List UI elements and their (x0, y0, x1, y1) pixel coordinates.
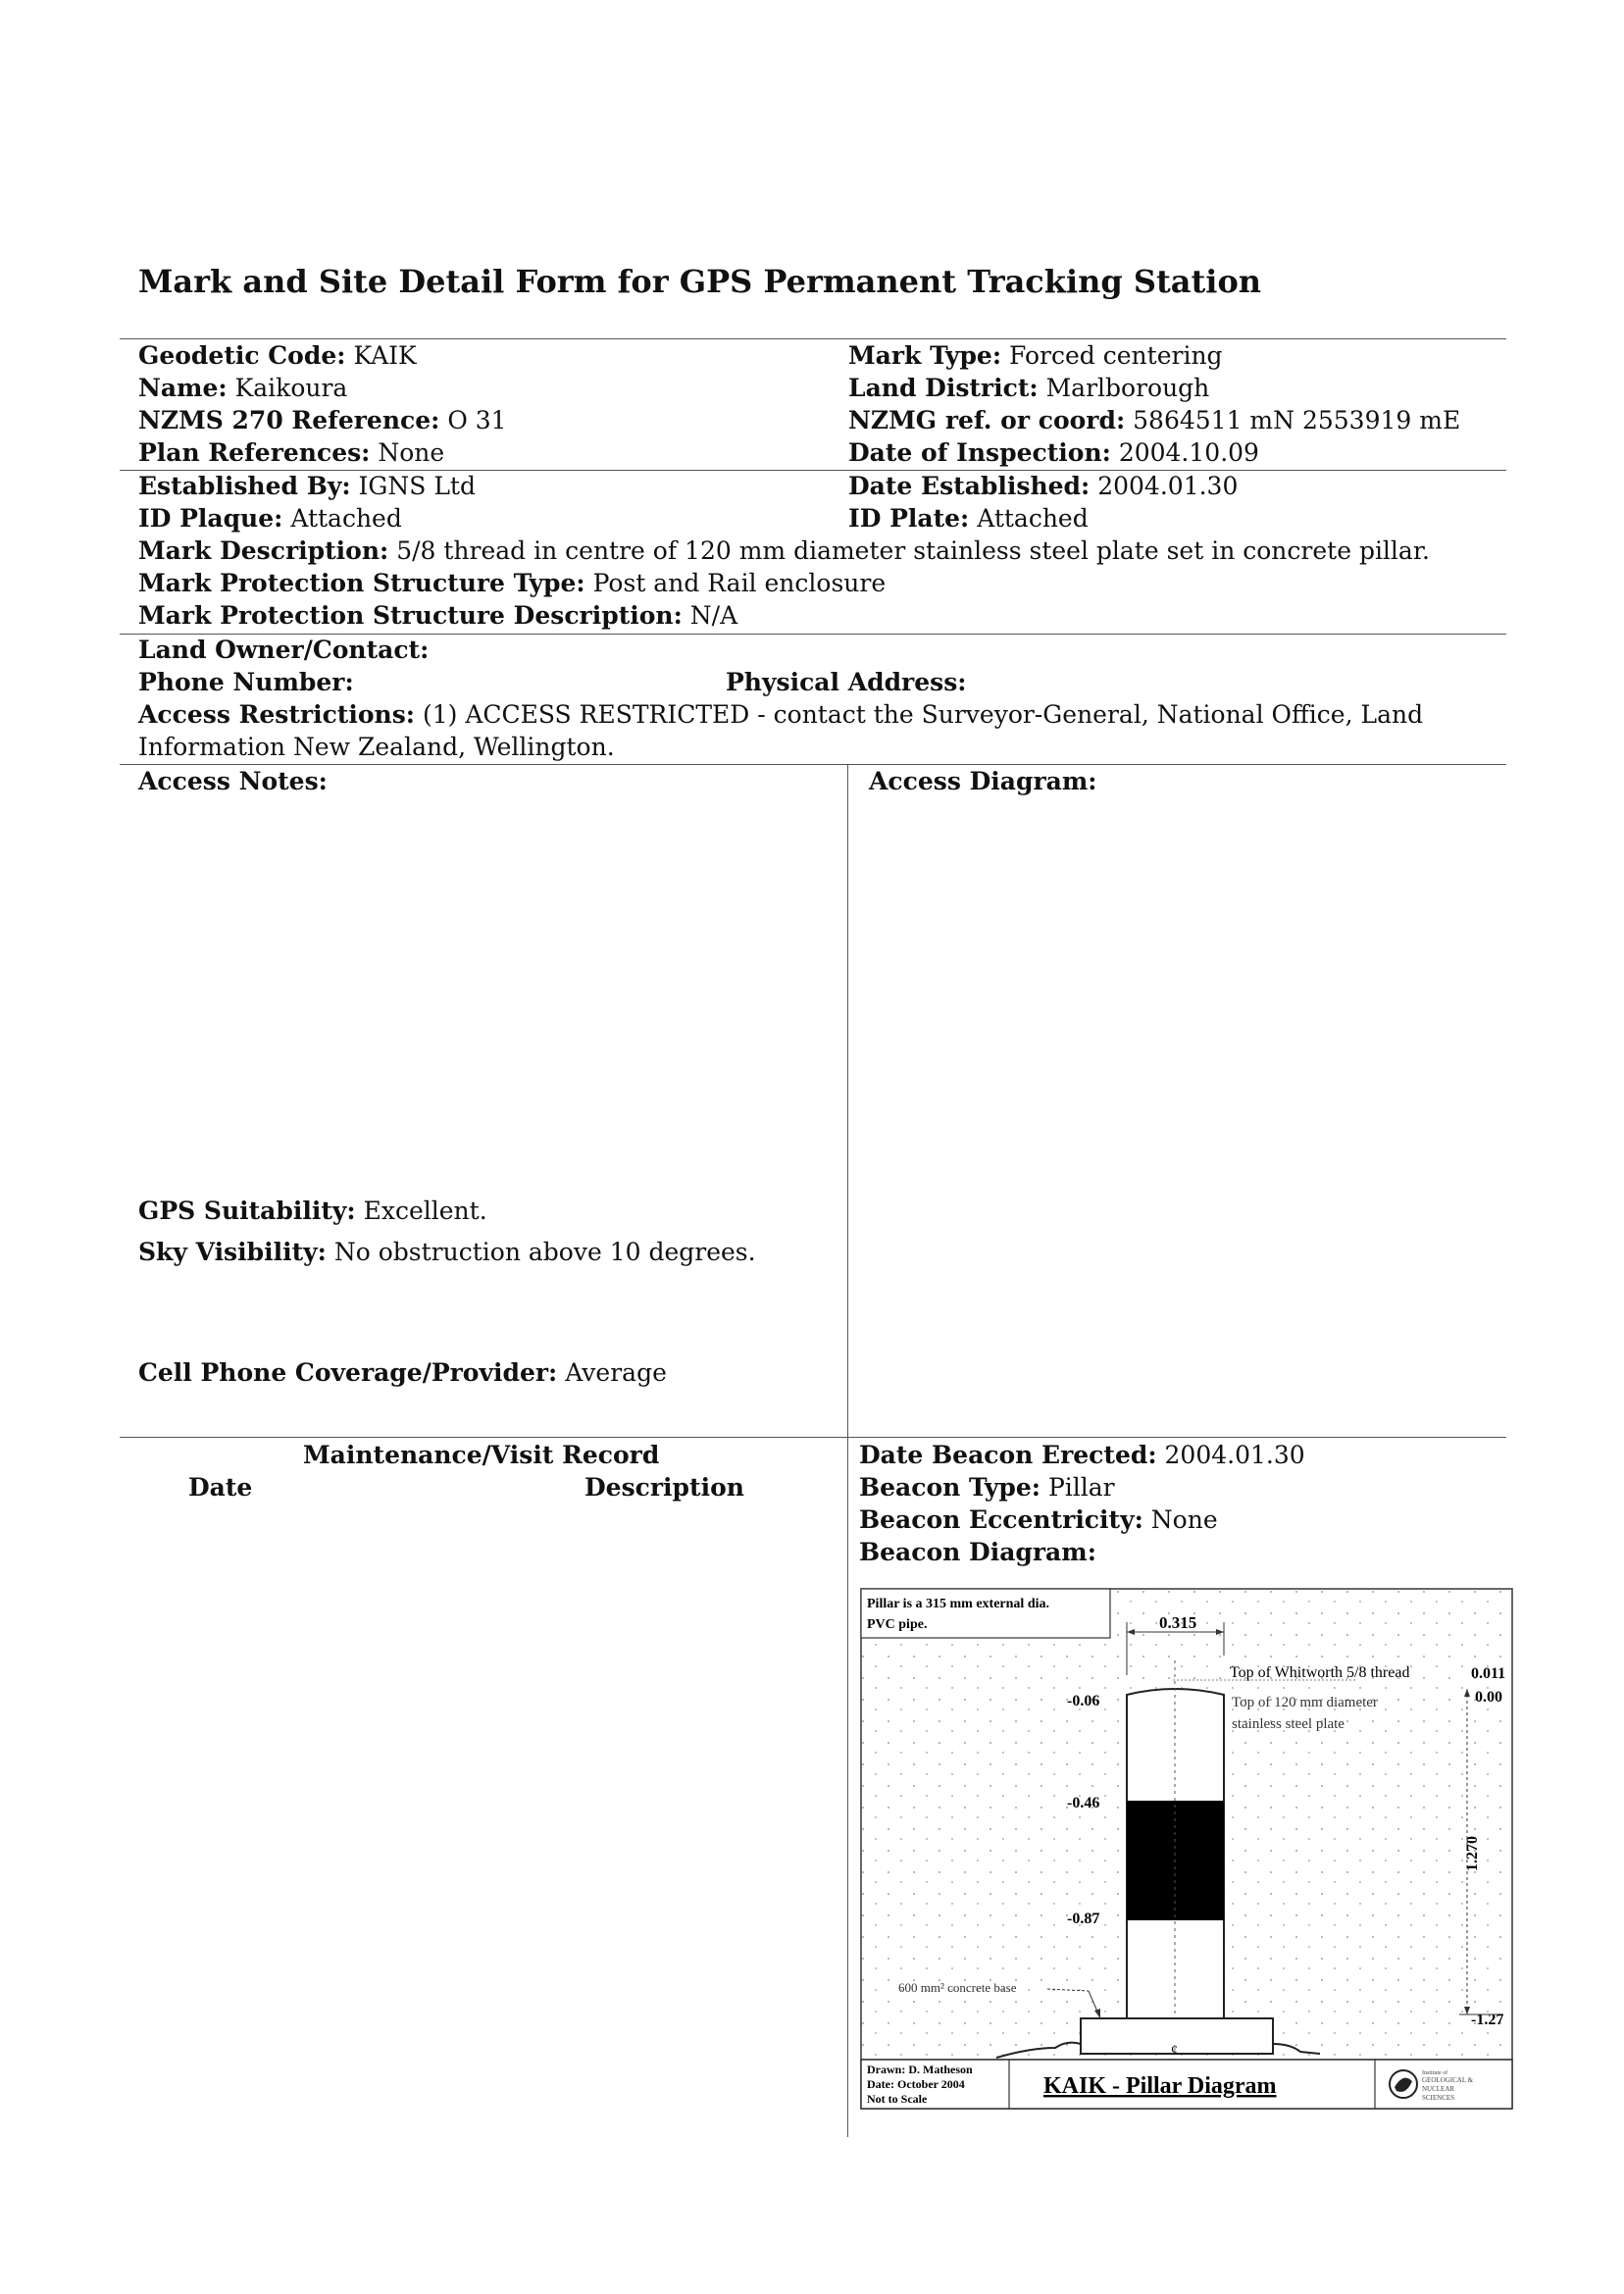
base-label: 600 mm² concrete base (898, 1980, 1017, 1995)
geodetic-code-field: Geodetic Code: KAIK (138, 341, 417, 370)
protection-desc-field: Mark Protection Structure Description: N/A (138, 601, 738, 630)
land-owner-field: Land Owner/Contact: (138, 636, 430, 664)
beacon-type-field: Beacon Type: Pillar (859, 1473, 1115, 1502)
note-line1: Pillar is a 315 mm external dia. (867, 1597, 1049, 1611)
protection-type-field: Mark Protection Structure Type: Post and Rail enclosure (138, 569, 887, 597)
nzms-field: NZMS 270 Reference: O 31 (138, 406, 507, 434)
pillar-diagram (859, 1587, 1516, 2113)
cell-coverage-field: Cell Phone Coverage/Provider: Average (138, 1358, 667, 1387)
level-band-bottom: -0.87 (1067, 1911, 1100, 1927)
thread-label: Top of Whitworth 5/8 thread (1230, 1664, 1410, 1681)
width-dim-label: 0.315 (1159, 1613, 1197, 1632)
gns-logo-icon (1390, 2070, 1417, 2098)
access-diagram-label: Access Diagram: (869, 767, 1097, 795)
thread-dim: 0.011 (1471, 1665, 1506, 1682)
drawn-line2: Date: October 2004 (867, 2077, 965, 2091)
base-dim: -1.27 (1471, 2012, 1504, 2028)
beacon-diagram-label: Beacon Diagram: (859, 1538, 1096, 1566)
sky-visibility-field: Sky Visibility: No obstruction above 10 degrees. (138, 1238, 756, 1266)
logo-line4: SCIENCES (1422, 2094, 1455, 2102)
maintenance-description-header: Description (584, 1473, 744, 1502)
access-restrictions-field: Access Restrictions: (1) ACCESS RESTRICTED - contact the Surveyor-General, National Office, Land (138, 700, 1424, 729)
maintenance-date-header: Date (188, 1473, 253, 1502)
level-top: -0.06 (1067, 1693, 1100, 1709)
note-line2: PVC pipe. (867, 1617, 928, 1632)
mark-type-field: Mark Type: Forced centering (848, 341, 1223, 370)
level-band-top: -0.46 (1067, 1795, 1100, 1811)
physical-address-field: Physical Address: (726, 668, 967, 696)
rule (120, 338, 1506, 339)
date-established-field: Date Established: 2004.01.30 (848, 472, 1239, 500)
logo-line1: Institute of (1422, 2070, 1448, 2076)
rule (120, 1437, 1506, 1438)
mark-description-field: Mark Description: 5/8 thread in centre of 120 mm diameter stainless steel plate set in concrete pillar. (138, 536, 1430, 565)
land-district-field: Land District: Marlborough (848, 374, 1210, 402)
id-plaque-field: ID Plaque: Attached (138, 504, 402, 533)
drawn-line1: Drawn: D. Matheson (867, 2063, 973, 2076)
phone-field: Phone Number: (138, 668, 354, 696)
plate-label-line1: Top of 120 mm diameter (1232, 1695, 1378, 1710)
page-title: Mark and Site Detail Form for GPS Permanent Tracking Station (138, 263, 1262, 300)
logo-line2: GEOLOGICAL & (1422, 2076, 1474, 2084)
date-inspection-field: Date of Inspection: 2004.10.09 (848, 438, 1259, 467)
diagram-title: KAIK - Pillar Diagram (1043, 2073, 1277, 2099)
access-restrictions-line2: Information New Zealand, Wellington. (138, 733, 615, 761)
established-by-field: Established By: IGNS Ltd (138, 472, 476, 500)
plate-dim: 0.00 (1475, 1689, 1502, 1706)
height-dim-label: 1.270 (1464, 1836, 1481, 1871)
name-field: Name: Kaikoura (138, 374, 348, 402)
centre-mark: ¢ (1171, 2043, 1178, 2058)
rule (120, 764, 1506, 765)
beacon-erected-field: Date Beacon Erected: 2004.01.30 (859, 1441, 1305, 1469)
plate-label-line2: stainless steel plate (1232, 1716, 1345, 1732)
id-plate-field: ID Plate: Attached (848, 504, 1089, 533)
beacon-eccentricity-field: Beacon Eccentricity: None (859, 1505, 1218, 1534)
plan-refs-field: Plan References: None (138, 438, 445, 467)
drawn-line3: Not to Scale (867, 2092, 928, 2106)
nzmg-field: NZMG ref. or coord: 5864511 mN 2553919 mE (848, 406, 1461, 434)
logo-line3: NUCLEAR (1422, 2085, 1455, 2093)
gps-suitability-field: GPS Suitability: Excellent. (138, 1197, 487, 1225)
access-notes-label: Access Notes: (138, 767, 328, 795)
column-divider (847, 764, 848, 2137)
maintenance-heading: Maintenance/Visit Record (303, 1441, 660, 1469)
